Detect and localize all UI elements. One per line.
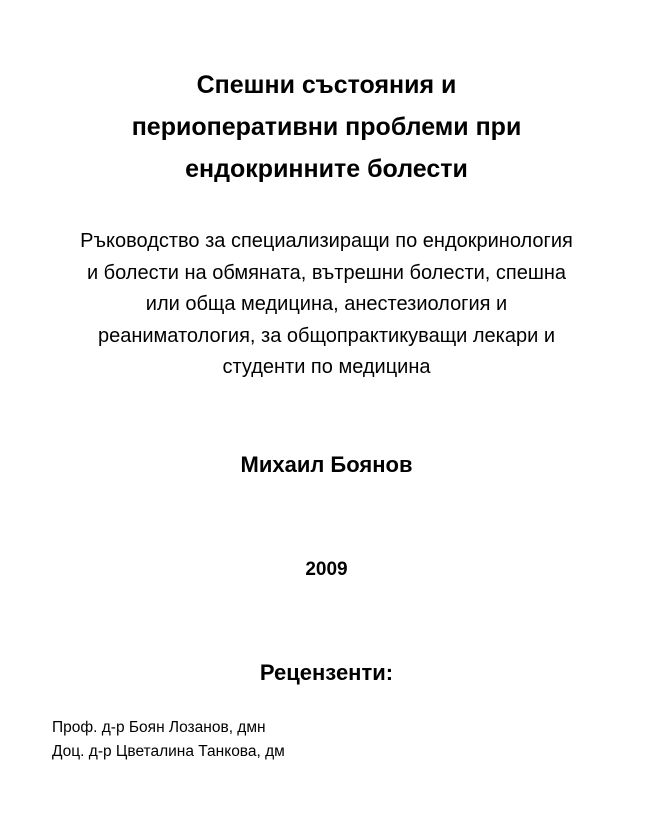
book-title	[60, 64, 593, 190]
publication-year: 2009	[305, 559, 348, 580]
book-subtitle-line-3: или обща медицина, анестезиология и	[145, 293, 508, 315]
reviewers-heading: Рецензенти:	[259, 660, 394, 685]
book-subtitle-line-4: реаниматология, за общопрактикуващи лекари и	[97, 324, 556, 347]
book-title-line-3: ендокринните болести	[185, 155, 468, 183]
book-subtitle	[30, 226, 623, 384]
book-subtitle-line-5: студенти по медицина	[222, 356, 431, 378]
book-title-line-2: периоперативни проблеми при	[131, 113, 522, 141]
reviewer-2: Доц. д-р Цветалина Танкова, дм	[52, 743, 285, 760]
book-subtitle-line-1: Ръководство за специализиращи по ендокринология	[80, 230, 573, 252]
book-subtitle-line-2: и болести на обмяната, вътрешни болести, спешна	[86, 261, 567, 284]
book-title-line-1: Спешни състояния и	[196, 71, 457, 99]
author-name: Михаил Боянов	[240, 452, 413, 477]
reviewers-list	[52, 716, 285, 764]
reviewer-1: Проф. д-р Боян Лозанов, дмн	[52, 719, 266, 736]
